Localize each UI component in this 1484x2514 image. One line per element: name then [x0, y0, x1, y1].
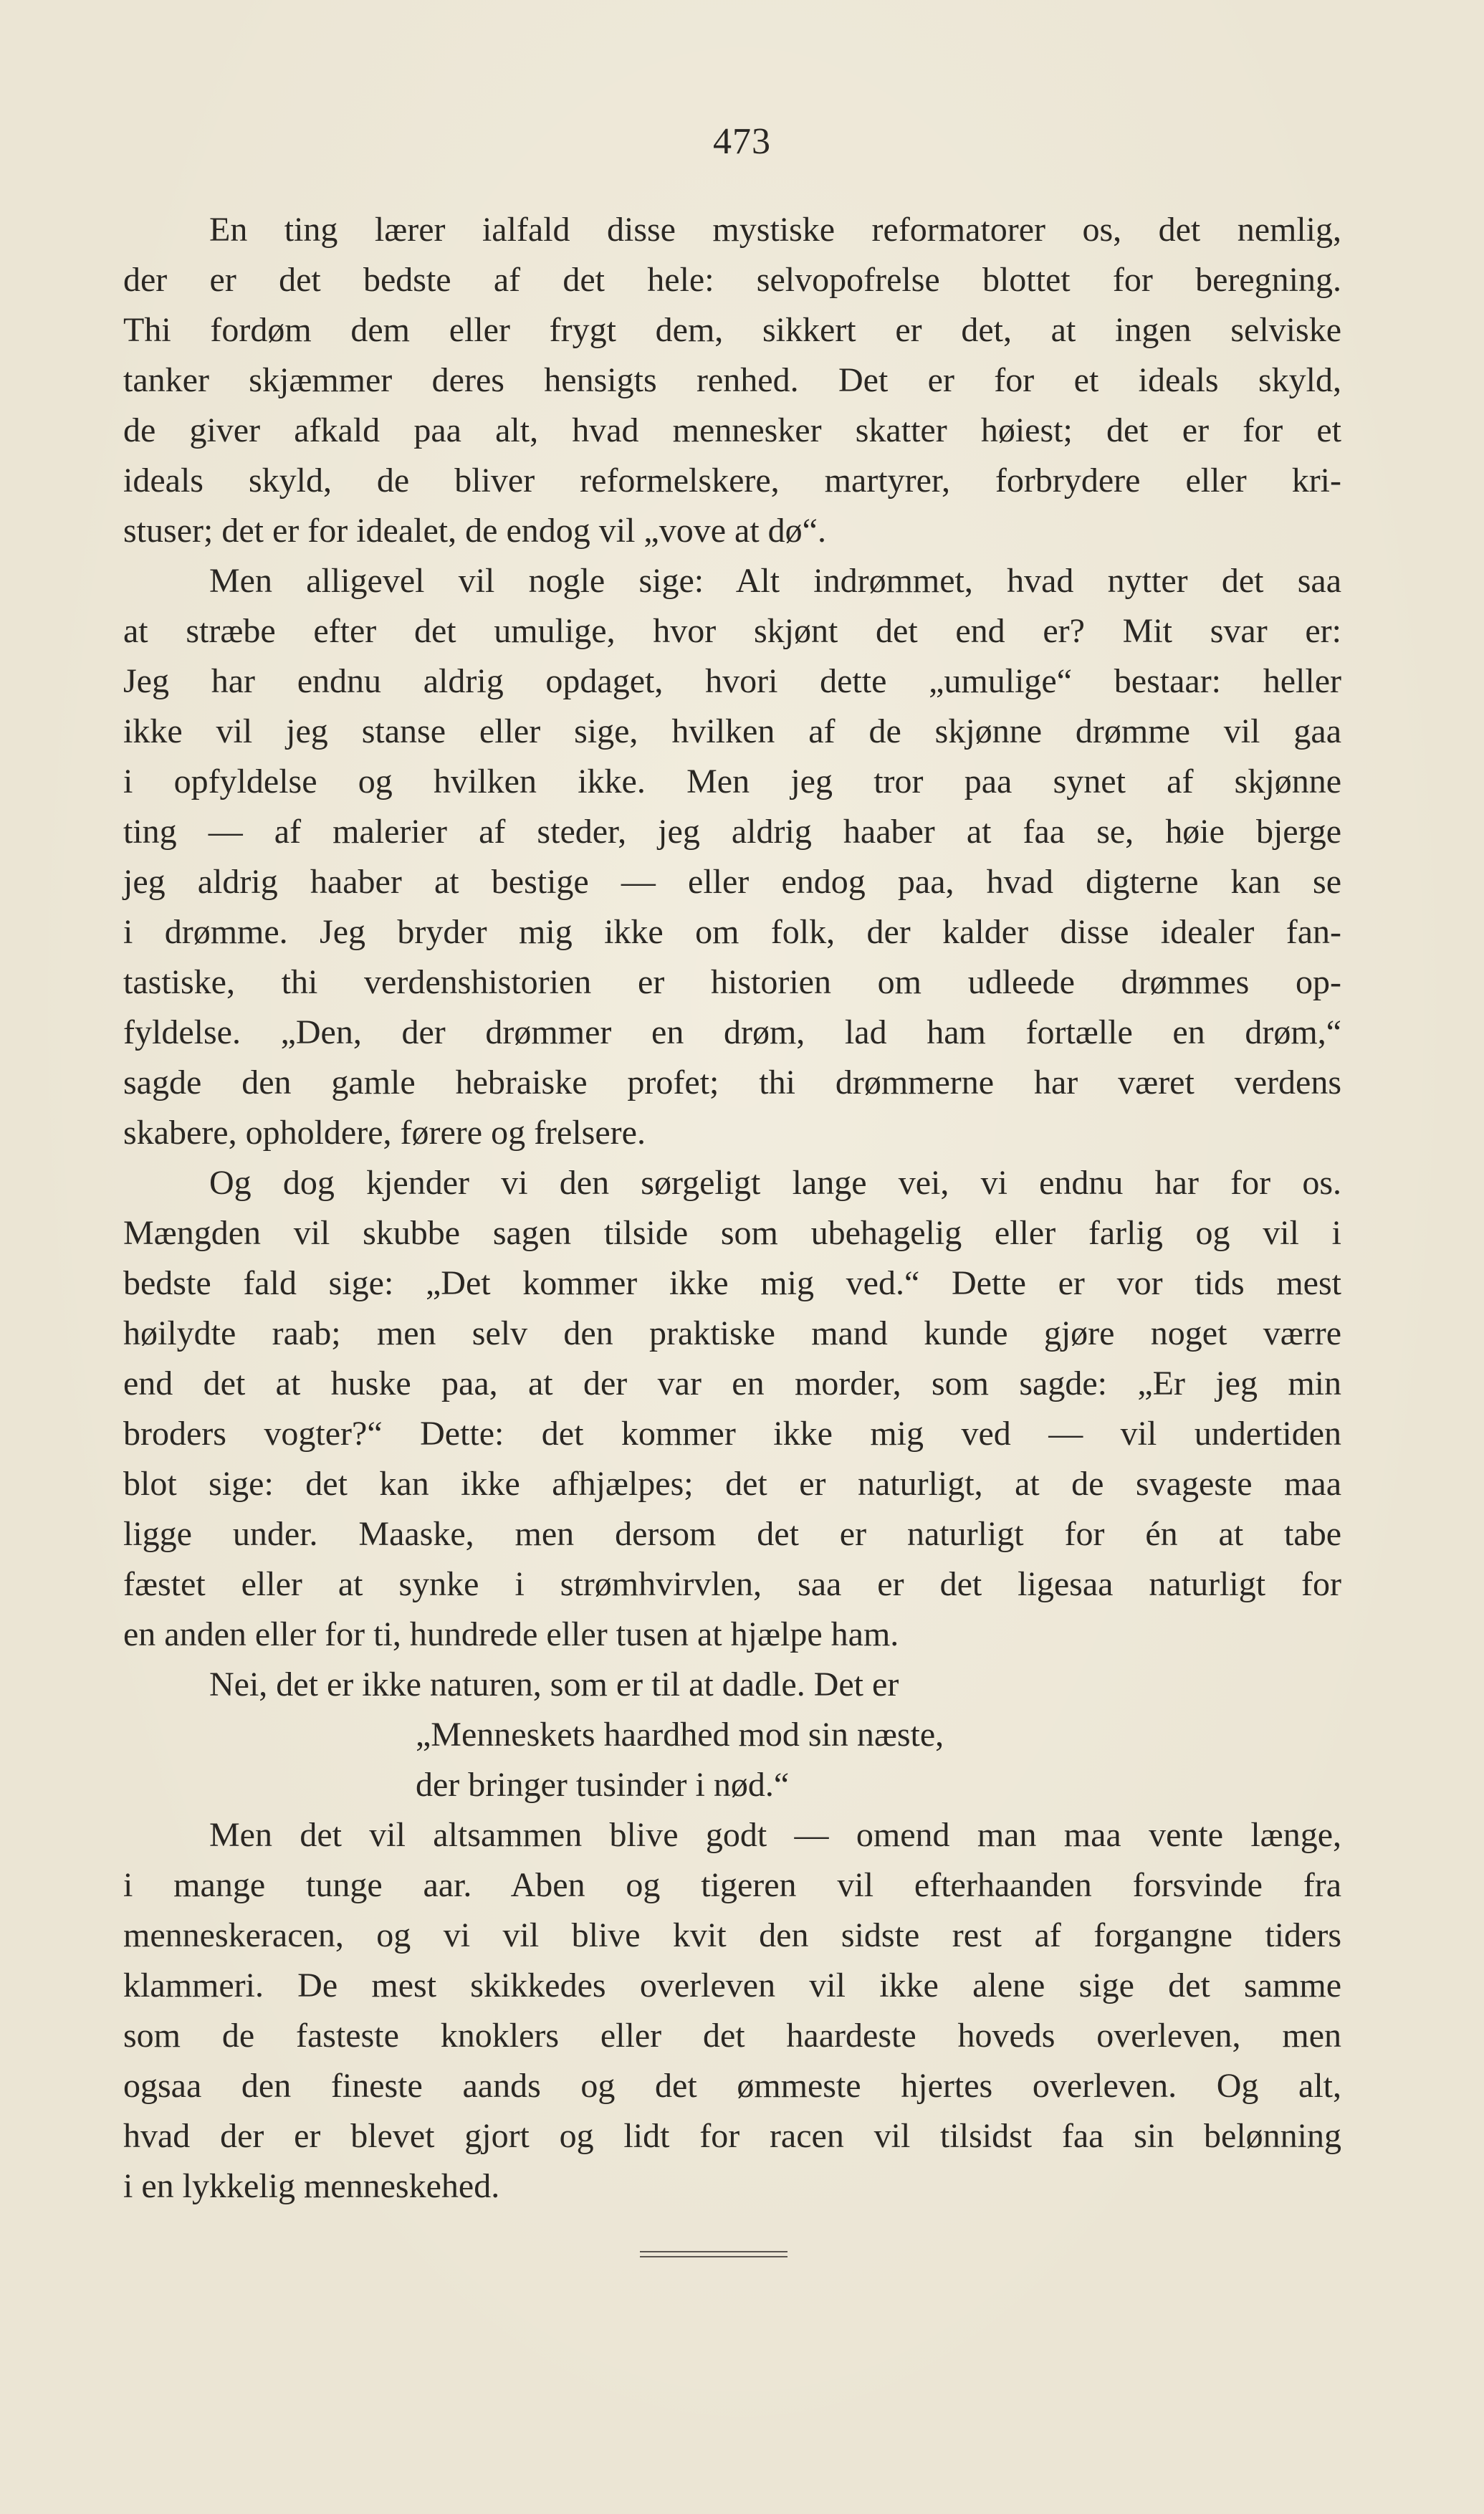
text-line: tastiske, thi verdenshistorien er historien om udleede drømmes op-: [123, 963, 1341, 1001]
body-text: [123, 205, 1341, 2212]
text-line: i en lykkelig menneskehed.: [123, 2167, 500, 2205]
text-line: der er det bedste af det hele: selvopofrelse blottet for beregning.: [123, 261, 1341, 299]
paragraph: [123, 1158, 1341, 1660]
text-line: klammeri. De mest skikkedes overleven vil ikke alene sige det samme: [123, 1966, 1341, 2004]
text-line: de giver afkald paa alt, hvad mennesker skatter høiest; det er for et: [123, 411, 1341, 449]
paragraph: [123, 1810, 1341, 2212]
text-line: fæstet eller at synke i strømhvirvlen, saa er det ligesaa naturligt for: [123, 1565, 1341, 1603]
text-line: som de fasteste knoklers eller det haardeste hoveds overleven, men: [123, 2017, 1341, 2055]
text-line: broders vogter?“ Dette: det kommer ikke mig ved — vil undertiden: [123, 1415, 1341, 1453]
text-line: bedste fald sige: „Det kommer ikke mig ved.“ Dette er vor tids mest: [123, 1264, 1341, 1302]
text-line: i drømme. Jeg bryder mig ikke om folk, der kalder disse idealer fan-: [123, 913, 1341, 951]
text-line: sagde den gamle hebraiske profet; thi drømmerne har været verdens: [123, 1064, 1341, 1101]
text-line: Men det vil altsammen blive godt — omend man maa vente længe,: [209, 1816, 1341, 1854]
end-of-chapter-rule: [640, 2251, 788, 2257]
text-line: høilydte raab; men selv den praktiske mand kunde gjøre noget værre: [123, 1314, 1341, 1352]
text-line: jeg aldrig haaber at bestige — eller endog paa, hvad digterne kan se: [123, 863, 1341, 901]
text-line: fyldelse. „Den, der drømmer en drøm, lad ham fortælle en drøm,“: [123, 1013, 1341, 1051]
text-line: Men alligevel vil nogle sige: Alt indrømmet, hvad nytter det saa: [209, 562, 1341, 600]
text-line: blot sige: det kan ikke afhjælpes; det er naturligt, at de svageste maa: [123, 1465, 1341, 1503]
text-line: ogsaa den fineste aands og det ømmeste hjertes overleven. Og alt,: [123, 2067, 1341, 2105]
page-number: 473: [713, 121, 771, 162]
text-line: ikke vil jeg stanse eller sige, hvilken af de skjønne drømme vil gaa: [123, 712, 1341, 750]
text-line: i opfyldelse og hvilken ikke. Men jeg tror paa synet af skjønne: [123, 763, 1341, 800]
text-line: En ting lærer ialfald disse mystiske reformatorer os, det nemlig,: [209, 211, 1341, 249]
text-line: Mængden vil skubbe sagen tilside som ubehagelig eller farlig og vil i: [123, 1214, 1341, 1252]
text-line: skabere, opholdere, førere og frelsere.: [123, 1114, 646, 1152]
text-line: at stræbe efter det umulige, hvor skjønt det end er? Mit svar er:: [123, 612, 1341, 650]
verse-line: der bringer tusinder i nød.“: [416, 1766, 790, 1804]
text-line: hvad der er blevet gjort og lidt for racen vil tilsidst faa sin belønning: [123, 2117, 1341, 2155]
text-line: stuser; det er for idealet, de endog vil „vove at dø“.: [123, 512, 826, 550]
text-line: tanker skjæmmer deres hensigts renhed. Det er for et ideals skyld,: [123, 361, 1341, 399]
text-line: ting — af malerier af steder, jeg aldrig haaber at faa se, høie bjerge: [123, 813, 1341, 851]
text-line: Thi fordøm dem eller frygt dem, sikkert er det, at ingen selviske: [123, 311, 1341, 349]
verse-quote: [123, 1710, 1341, 1810]
paragraph: [123, 556, 1341, 1158]
text-line: end det at huske paa, at der var en morder, som sagde: „Er jeg min: [123, 1364, 1341, 1402]
paragraph: [123, 205, 1341, 556]
verse-line: „Menneskets haardhed mod sin næste,: [416, 1716, 944, 1754]
text-line: en anden eller for ti, hundrede eller tusen at hjælpe ham.: [123, 1615, 899, 1653]
text-line: Nei, det er ikke naturen, som er til at dadle. Det er: [209, 1665, 899, 1703]
text-line: i mange tunge aar. Aben og tigeren vil efterhaanden forsvinde fra: [123, 1866, 1341, 1904]
text-line: ligge under. Maaske, men dersom det er naturligt for én at tabe: [123, 1515, 1341, 1553]
text-line: ideals skyld, de bliver reformelskere, martyrer, forbrydere eller kri-: [123, 462, 1341, 500]
text-line: menneskeracen, og vi vil blive kvit den sidste rest af forgangne tiders: [123, 1916, 1341, 1954]
text-line: Og dog kjender vi den sørgeligt lange vei, vi endnu har for os.: [209, 1164, 1341, 1202]
text-line: Jeg har endnu aldrig opdaget, hvori dette „umulige“ bestaar: heller: [123, 662, 1341, 700]
paragraph: [123, 1660, 1341, 1710]
